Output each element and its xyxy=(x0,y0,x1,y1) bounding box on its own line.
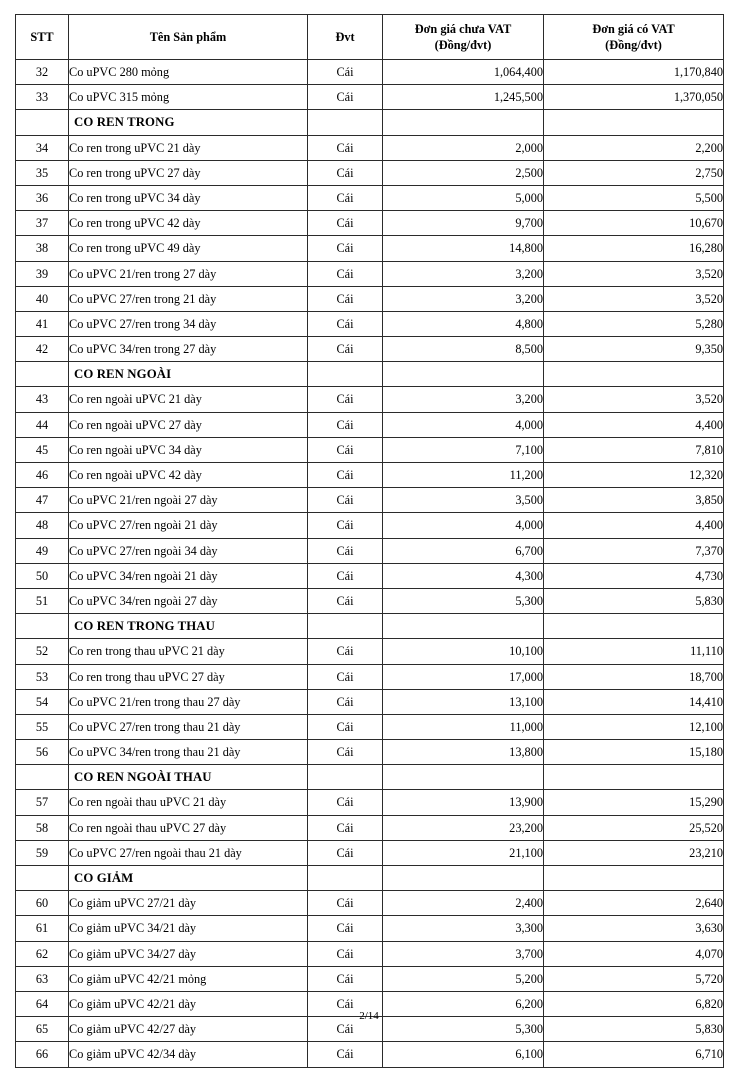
cell-stt: 45 xyxy=(16,437,69,462)
cell-price-with-vat: 3,630 xyxy=(544,916,724,941)
cell-price-with-vat: 15,290 xyxy=(544,790,724,815)
cell-product-name: Co uPVC 27/ren ngoài 34 dày xyxy=(69,538,308,563)
table-row xyxy=(16,840,724,865)
table-row xyxy=(16,211,724,236)
cell-price-no-vat: 1,064,400 xyxy=(383,60,544,85)
cell-stt: 62 xyxy=(16,941,69,966)
cell-price-no-vat: 4,000 xyxy=(383,412,544,437)
cell-price-no-vat: 4,800 xyxy=(383,311,544,336)
cell-price-no-vat: 9,700 xyxy=(383,211,544,236)
cell-price-with-vat: 5,280 xyxy=(544,311,724,336)
cell-price-no-vat: 6,700 xyxy=(383,538,544,563)
cell-section-title: CO REN NGOÀI THAU xyxy=(69,765,308,790)
cell-section-title: CO REN NGOÀI xyxy=(69,362,308,387)
cell-price-no-vat: 8,500 xyxy=(383,337,544,362)
cell-product-name: Co ren trong uPVC 42 dày xyxy=(69,211,308,236)
table-section-row xyxy=(16,110,724,135)
cell-price-no-vat: 5,200 xyxy=(383,966,544,991)
table-row xyxy=(16,538,724,563)
cell-unit: Cái xyxy=(308,387,383,412)
table-row xyxy=(16,790,724,815)
cell-stt xyxy=(16,614,69,639)
table-row xyxy=(16,689,724,714)
cell-price-with-vat xyxy=(544,765,724,790)
table-row xyxy=(16,412,724,437)
table-row xyxy=(16,513,724,538)
cell-price-no-vat: 13,100 xyxy=(383,689,544,714)
cell-stt: 47 xyxy=(16,488,69,513)
table-row xyxy=(16,916,724,941)
cell-price-no-vat xyxy=(383,866,544,891)
cell-stt: 37 xyxy=(16,211,69,236)
cell-stt: 64 xyxy=(16,991,69,1016)
cell-price-with-vat: 23,210 xyxy=(544,840,724,865)
cell-unit: Cái xyxy=(308,639,383,664)
cell-price-no-vat: 21,100 xyxy=(383,840,544,865)
column-header-price-no-vat-line2: (Đồng/đvt) xyxy=(434,37,492,52)
cell-product-name: Co giảm uPVC 42/34 dày xyxy=(69,1042,308,1067)
cell-price-with-vat: 4,400 xyxy=(544,412,724,437)
cell-price-no-vat: 3,300 xyxy=(383,916,544,941)
cell-price-no-vat xyxy=(383,362,544,387)
cell-unit xyxy=(308,614,383,639)
cell-product-name: Co ren ngoài uPVC 42 dày xyxy=(69,463,308,488)
cell-unit: Cái xyxy=(308,840,383,865)
cell-price-no-vat: 5,300 xyxy=(383,588,544,613)
cell-unit: Cái xyxy=(308,966,383,991)
table-row xyxy=(16,966,724,991)
cell-unit xyxy=(308,110,383,135)
cell-unit xyxy=(308,866,383,891)
cell-unit xyxy=(308,765,383,790)
cell-price-no-vat: 3,200 xyxy=(383,261,544,286)
cell-price-with-vat: 1,370,050 xyxy=(544,85,724,110)
cell-price-with-vat xyxy=(544,614,724,639)
table-row xyxy=(16,185,724,210)
cell-unit: Cái xyxy=(308,211,383,236)
table-row xyxy=(16,337,724,362)
cell-price-no-vat: 1,245,500 xyxy=(383,85,544,110)
cell-unit: Cái xyxy=(308,891,383,916)
table-row xyxy=(16,387,724,412)
column-header-price-no-vat xyxy=(383,15,544,60)
cell-stt xyxy=(16,866,69,891)
cell-stt: 56 xyxy=(16,740,69,765)
cell-unit: Cái xyxy=(308,488,383,513)
cell-product-name: Co ren trong uPVC 21 dày xyxy=(69,135,308,160)
page-footer xyxy=(0,1010,738,1022)
cell-price-with-vat: 25,520 xyxy=(544,815,724,840)
cell-price-no-vat: 2,400 xyxy=(383,891,544,916)
cell-stt: 48 xyxy=(16,513,69,538)
cell-price-with-vat: 2,750 xyxy=(544,160,724,185)
cell-price-no-vat: 11,000 xyxy=(383,714,544,739)
cell-price-no-vat xyxy=(383,614,544,639)
cell-price-no-vat: 7,100 xyxy=(383,437,544,462)
cell-product-name: Co uPVC 21/ren trong 27 dày xyxy=(69,261,308,286)
cell-product-name: Co ren ngoài uPVC 21 dày xyxy=(69,387,308,412)
cell-product-name: Co uPVC 27/ren ngoài thau 21 dày xyxy=(69,840,308,865)
table-row xyxy=(16,463,724,488)
cell-price-with-vat: 16,280 xyxy=(544,236,724,261)
cell-price-with-vat: 5,830 xyxy=(544,1017,724,1042)
table-row xyxy=(16,286,724,311)
cell-stt: 32 xyxy=(16,60,69,85)
cell-price-no-vat: 2,500 xyxy=(383,160,544,185)
cell-stt: 34 xyxy=(16,135,69,160)
cell-stt: 33 xyxy=(16,85,69,110)
cell-price-no-vat: 3,500 xyxy=(383,488,544,513)
table-row xyxy=(16,60,724,85)
cell-price-no-vat xyxy=(383,765,544,790)
cell-price-with-vat: 18,700 xyxy=(544,664,724,689)
cell-price-with-vat: 7,810 xyxy=(544,437,724,462)
cell-stt: 38 xyxy=(16,236,69,261)
cell-product-name: Co uPVC 34/ren ngoài 27 dày xyxy=(69,588,308,613)
cell-price-with-vat: 4,730 xyxy=(544,563,724,588)
cell-price-no-vat: 4,300 xyxy=(383,563,544,588)
cell-stt: 46 xyxy=(16,463,69,488)
cell-product-name: Co uPVC 34/ren ngoài 21 dày xyxy=(69,563,308,588)
cell-product-name: Co uPVC 27/ren trong 21 dày xyxy=(69,286,308,311)
table-row xyxy=(16,664,724,689)
cell-unit: Cái xyxy=(308,790,383,815)
cell-unit: Cái xyxy=(308,85,383,110)
cell-product-name: Co uPVC 315 mỏng xyxy=(69,85,308,110)
cell-price-with-vat: 3,520 xyxy=(544,286,724,311)
cell-price-no-vat xyxy=(383,110,544,135)
cell-product-name: Co uPVC 27/ren trong thau 21 dày xyxy=(69,714,308,739)
cell-product-name: Co uPVC 21/ren ngoài 27 dày xyxy=(69,488,308,513)
table-row xyxy=(16,488,724,513)
cell-product-name: Co giảm uPVC 34/21 dày xyxy=(69,916,308,941)
column-header-price-no-vat-line1: Đơn giá chưa VAT xyxy=(414,22,512,37)
cell-stt: 43 xyxy=(16,387,69,412)
cell-stt: 65 xyxy=(16,1017,69,1042)
cell-price-with-vat: 6,710 xyxy=(544,1042,724,1067)
cell-stt: 50 xyxy=(16,563,69,588)
cell-price-no-vat: 6,100 xyxy=(383,1042,544,1067)
cell-price-with-vat xyxy=(544,110,724,135)
cell-unit: Cái xyxy=(308,664,383,689)
cell-stt: 54 xyxy=(16,689,69,714)
cell-price-with-vat: 5,500 xyxy=(544,185,724,210)
cell-unit: Cái xyxy=(308,412,383,437)
cell-product-name: Co giảm uPVC 42/27 dày xyxy=(69,1017,308,1042)
cell-section-title: CO REN TRONG xyxy=(69,110,308,135)
cell-stt xyxy=(16,362,69,387)
table-header-row xyxy=(16,15,724,60)
column-header-price-with-vat-line1: Đơn giá có VAT xyxy=(592,22,675,37)
table-row xyxy=(16,891,724,916)
table-row xyxy=(16,437,724,462)
cell-price-no-vat: 6,200 xyxy=(383,991,544,1016)
cell-price-no-vat: 5,000 xyxy=(383,185,544,210)
cell-unit: Cái xyxy=(308,714,383,739)
cell-product-name: Co ren trong thau uPVC 27 dày xyxy=(69,664,308,689)
cell-price-with-vat: 12,100 xyxy=(544,714,724,739)
cell-price-no-vat: 13,800 xyxy=(383,740,544,765)
cell-product-name: Co giảm uPVC 27/21 dày xyxy=(69,891,308,916)
cell-product-name: Co ren ngoài thau uPVC 21 dày xyxy=(69,790,308,815)
cell-price-with-vat: 15,180 xyxy=(544,740,724,765)
cell-price-no-vat: 17,000 xyxy=(383,664,544,689)
cell-stt: 42 xyxy=(16,337,69,362)
table-row xyxy=(16,740,724,765)
page-number: 2/14 xyxy=(359,1010,379,1022)
cell-stt: 52 xyxy=(16,639,69,664)
cell-unit: Cái xyxy=(308,513,383,538)
cell-price-no-vat: 14,800 xyxy=(383,236,544,261)
cell-price-no-vat: 10,100 xyxy=(383,639,544,664)
cell-stt: 49 xyxy=(16,538,69,563)
cell-unit: Cái xyxy=(308,311,383,336)
cell-unit: Cái xyxy=(308,135,383,160)
cell-price-with-vat: 4,400 xyxy=(544,513,724,538)
cell-product-name: Co uPVC 34/ren trong 27 dày xyxy=(69,337,308,362)
cell-unit: Cái xyxy=(308,941,383,966)
table-row xyxy=(16,261,724,286)
table-row xyxy=(16,714,724,739)
table-section-row xyxy=(16,866,724,891)
cell-section-title: CO GIẢM xyxy=(69,866,308,891)
cell-unit: Cái xyxy=(308,991,383,1016)
cell-product-name: Co uPVC 21/ren trong thau 27 dày xyxy=(69,689,308,714)
cell-price-with-vat: 14,410 xyxy=(544,689,724,714)
cell-unit: Cái xyxy=(308,437,383,462)
cell-unit: Cái xyxy=(308,286,383,311)
cell-stt: 55 xyxy=(16,714,69,739)
table-row xyxy=(16,941,724,966)
cell-section-title: CO REN TRONG THAU xyxy=(69,614,308,639)
cell-unit: Cái xyxy=(308,1017,383,1042)
cell-unit: Cái xyxy=(308,689,383,714)
table-row xyxy=(16,588,724,613)
cell-unit: Cái xyxy=(308,60,383,85)
cell-unit: Cái xyxy=(308,740,383,765)
cell-price-no-vat: 2,000 xyxy=(383,135,544,160)
cell-unit: Cái xyxy=(308,588,383,613)
price-table-container xyxy=(15,14,723,1068)
cell-product-name: Co giảm uPVC 34/27 dày xyxy=(69,941,308,966)
table-row xyxy=(16,639,724,664)
cell-product-name: Co ren trong thau uPVC 21 dày xyxy=(69,639,308,664)
cell-price-no-vat: 4,000 xyxy=(383,513,544,538)
column-header-price-with-vat xyxy=(544,15,724,60)
table-row xyxy=(16,311,724,336)
cell-stt: 58 xyxy=(16,815,69,840)
cell-product-name: Co uPVC 27/ren ngoài 21 dày xyxy=(69,513,308,538)
cell-unit: Cái xyxy=(308,538,383,563)
cell-stt xyxy=(16,110,69,135)
column-header-stt: STT xyxy=(16,15,69,60)
cell-unit: Cái xyxy=(308,463,383,488)
cell-product-name: Co giảm uPVC 42/21 mỏng xyxy=(69,966,308,991)
table-row xyxy=(16,563,724,588)
table-row xyxy=(16,135,724,160)
cell-price-with-vat: 3,850 xyxy=(544,488,724,513)
cell-stt: 40 xyxy=(16,286,69,311)
cell-price-no-vat: 5,300 xyxy=(383,1017,544,1042)
cell-stt: 51 xyxy=(16,588,69,613)
cell-unit: Cái xyxy=(308,337,383,362)
table-row xyxy=(16,160,724,185)
cell-stt: 35 xyxy=(16,160,69,185)
cell-stt: 36 xyxy=(16,185,69,210)
cell-price-with-vat: 12,320 xyxy=(544,463,724,488)
cell-product-name: Co ren ngoài thau uPVC 27 dày xyxy=(69,815,308,840)
cell-price-with-vat: 9,350 xyxy=(544,337,724,362)
cell-price-with-vat: 6,820 xyxy=(544,991,724,1016)
cell-product-name: Co ren trong uPVC 49 dày xyxy=(69,236,308,261)
cell-unit: Cái xyxy=(308,185,383,210)
cell-price-with-vat xyxy=(544,866,724,891)
cell-product-name: Co ren trong uPVC 27 dày xyxy=(69,160,308,185)
column-header-price-with-vat-line2: (Đồng/đvt) xyxy=(605,37,662,52)
cell-product-name: Co uPVC 280 mỏng xyxy=(69,60,308,85)
cell-price-no-vat: 3,200 xyxy=(383,286,544,311)
cell-stt: 61 xyxy=(16,916,69,941)
cell-price-with-vat: 2,640 xyxy=(544,891,724,916)
column-header-unit: Đvt xyxy=(308,15,383,60)
table-row xyxy=(16,1042,724,1067)
cell-price-with-vat: 10,670 xyxy=(544,211,724,236)
cell-unit xyxy=(308,362,383,387)
table-section-row xyxy=(16,614,724,639)
table-row xyxy=(16,236,724,261)
cell-product-name: Co ren ngoài uPVC 27 dày xyxy=(69,412,308,437)
cell-stt xyxy=(16,765,69,790)
table-row xyxy=(16,85,724,110)
cell-unit: Cái xyxy=(308,815,383,840)
cell-stt: 60 xyxy=(16,891,69,916)
cell-price-with-vat: 1,170,840 xyxy=(544,60,724,85)
cell-price-with-vat: 3,520 xyxy=(544,261,724,286)
cell-price-no-vat: 23,200 xyxy=(383,815,544,840)
cell-stt: 53 xyxy=(16,664,69,689)
cell-product-name: Co uPVC 34/ren trong thau 21 dày xyxy=(69,740,308,765)
table-section-row xyxy=(16,362,724,387)
cell-unit: Cái xyxy=(308,563,383,588)
cell-product-name: Co giảm uPVC 42/21 dày xyxy=(69,991,308,1016)
cell-unit: Cái xyxy=(308,1042,383,1067)
cell-unit: Cái xyxy=(308,236,383,261)
cell-product-name: Co ren trong uPVC 34 dày xyxy=(69,185,308,210)
table-body xyxy=(16,60,724,1068)
cell-stt: 63 xyxy=(16,966,69,991)
cell-stt: 57 xyxy=(16,790,69,815)
price-list-table xyxy=(15,14,724,1068)
cell-stt: 66 xyxy=(16,1042,69,1067)
cell-stt: 59 xyxy=(16,840,69,865)
cell-price-with-vat: 5,720 xyxy=(544,966,724,991)
cell-price-with-vat: 4,070 xyxy=(544,941,724,966)
cell-price-no-vat: 13,900 xyxy=(383,790,544,815)
table-section-row xyxy=(16,765,724,790)
cell-product-name: Co ren ngoài uPVC 34 dày xyxy=(69,437,308,462)
cell-price-with-vat: 7,370 xyxy=(544,538,724,563)
cell-price-no-vat: 3,700 xyxy=(383,941,544,966)
column-header-product-name: Tên Sản phẩm xyxy=(69,15,308,60)
cell-unit: Cái xyxy=(308,916,383,941)
cell-stt: 41 xyxy=(16,311,69,336)
cell-stt: 44 xyxy=(16,412,69,437)
cell-price-with-vat: 5,830 xyxy=(544,588,724,613)
cell-product-name: Co uPVC 27/ren trong 34 dày xyxy=(69,311,308,336)
cell-price-with-vat: 11,110 xyxy=(544,639,724,664)
cell-price-no-vat: 11,200 xyxy=(383,463,544,488)
cell-price-no-vat: 3,200 xyxy=(383,387,544,412)
cell-price-with-vat xyxy=(544,362,724,387)
table-header xyxy=(16,15,724,60)
cell-price-with-vat: 2,200 xyxy=(544,135,724,160)
cell-stt: 39 xyxy=(16,261,69,286)
cell-price-with-vat: 3,520 xyxy=(544,387,724,412)
cell-unit: Cái xyxy=(308,160,383,185)
table-row xyxy=(16,815,724,840)
cell-unit: Cái xyxy=(308,261,383,286)
